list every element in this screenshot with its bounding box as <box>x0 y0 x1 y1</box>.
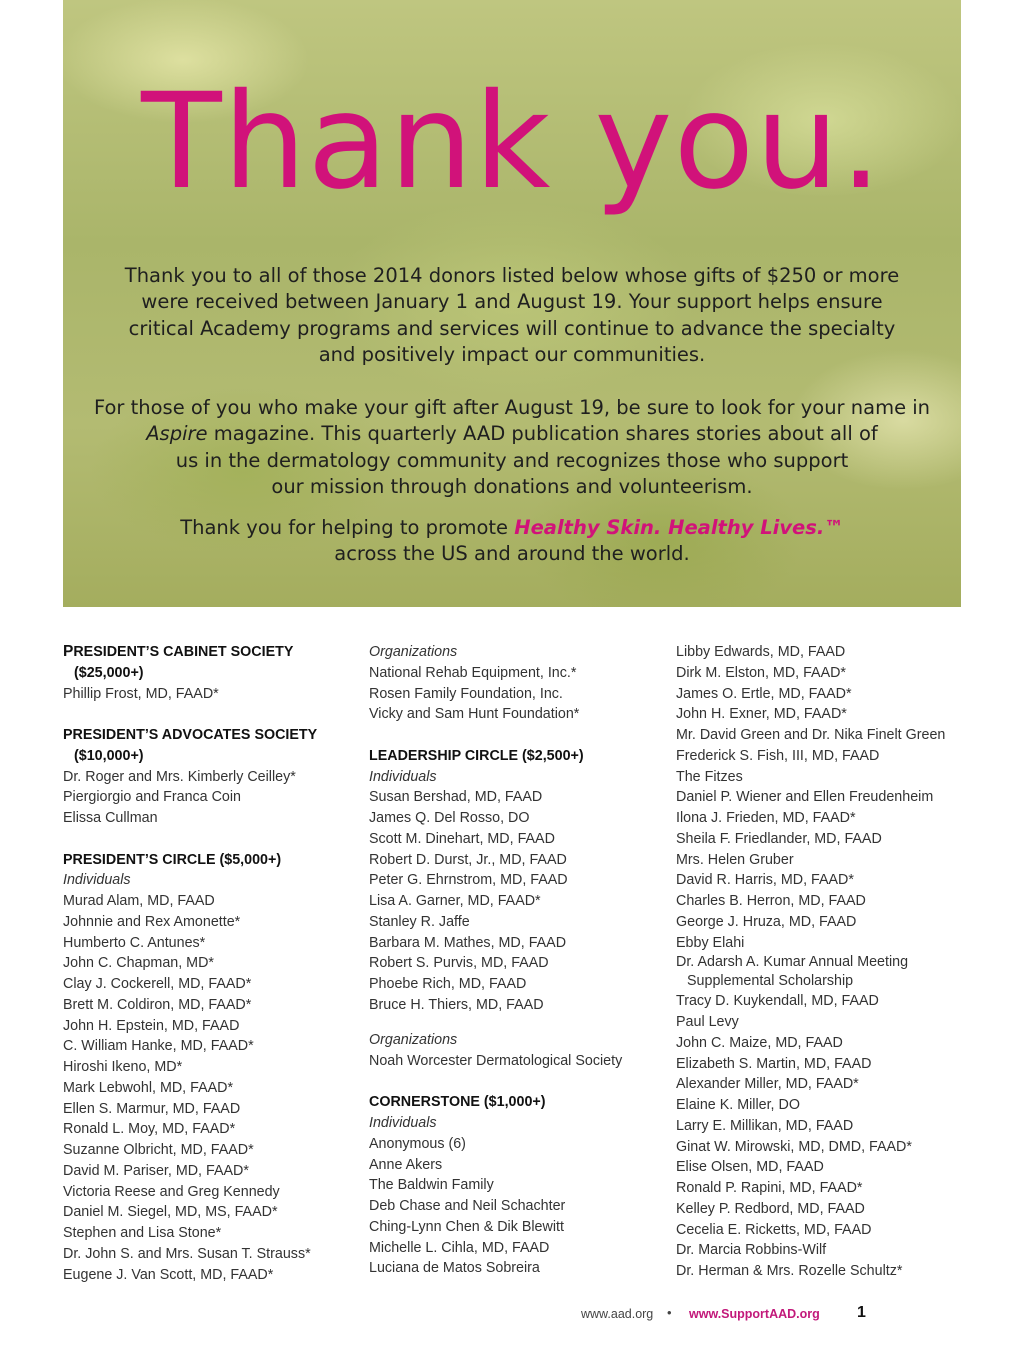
donor-name: Ronald P. Rapini, MD, FAAD* <box>676 1180 863 1196</box>
subheading-individuals: Individuals <box>63 872 131 889</box>
donor-name: David R. Harris, MD, FAAD* <box>676 872 854 889</box>
intro-paragraph <box>63 263 961 368</box>
donor-column-3 <box>676 642 976 1282</box>
donor-name: Phoebe Rich, MD, FAAD <box>369 976 527 992</box>
donor-name: Piergiorgio and Franca Coin <box>63 789 242 806</box>
aspire-paragraph <box>63 395 961 500</box>
subheading-individuals: Individuals <box>369 1115 437 1131</box>
donor-name: Paul Levy <box>676 1014 739 1030</box>
section-heading-presidents-circle: PRESIDENT’S CIRCLE ($5,000+) <box>63 851 282 868</box>
donor-name: Elise Olsen, MD, FAAD <box>676 1159 824 1176</box>
donor-name: Kelley P. Redbord, MD, FAAD <box>676 1200 865 1217</box>
healthy-skin-tagline: Healthy Skin. Healthy Lives.™ <box>514 516 844 539</box>
donor-name: Murad Alam, MD, FAAD <box>63 893 215 909</box>
donor-name: Stanley R. Jaffe <box>369 913 470 930</box>
donor-name: Robert S. Purvis, MD, FAAD <box>369 955 549 972</box>
aad-website-link[interactable]: www.aad.org <box>581 1307 654 1321</box>
donor-name: Lisa A. Garner, MD, FAAD* <box>369 893 541 909</box>
donor-name: Alexander Miller, MD, FAAD* <box>676 1076 859 1093</box>
donor-name: Libby Edwards, MD, FAAD <box>676 644 846 660</box>
donor-name: Elaine K. Miller, DO <box>676 1097 800 1113</box>
donor-name: Dr. Marcia Robbins-Wilf <box>676 1242 827 1259</box>
subheading-organizations: Organizations <box>369 644 458 660</box>
donor-name: Daniel M. Siegel, MD, MS, FAAD* <box>63 1204 278 1221</box>
section-heading-leadership-circle: LEADERSHIP CIRCLE ($2,500+) <box>369 747 584 764</box>
donor-name: Dirk M. Elston, MD, FAAD* <box>676 664 846 681</box>
donor-column-1 <box>63 642 363 1285</box>
donor-name: National Rehab Equipment, Inc.* <box>369 664 577 681</box>
donor-name: Mrs. Helen Gruber <box>676 851 794 868</box>
donor-name: Larry E. Millikan, MD, FAAD <box>676 1117 854 1134</box>
aspire-line <box>63 421 961 447</box>
donor-name: Vicky and Sam Hunt Foundation* <box>369 706 580 723</box>
donor-name: George J. Hruza, MD, FAAD <box>676 913 857 930</box>
donor-name: Ronald L. Moy, MD, FAAD* <box>63 1121 236 1138</box>
tagline-prefix: Thank you for helping to promote <box>180 516 515 539</box>
page-number: 1 <box>857 1304 866 1321</box>
hero-banner <box>63 0 961 607</box>
aspire-line-rest: magazine. This quarterly AAD publication shares stories about all of <box>207 422 878 446</box>
donor-name: The Fitzes <box>676 768 743 785</box>
intro-line: critical Academy programs and services will continue to advance the specialty <box>128 316 896 340</box>
donor-name: Bruce H. Thiers, MD, FAAD <box>369 996 544 1013</box>
page-footer <box>0 1304 1024 1326</box>
donor-name: Tracy D. Kuykendall, MD, FAAD <box>676 993 879 1010</box>
donor-name: Dr. Roger and Mrs. Kimberly Ceilley* <box>63 768 296 785</box>
donor-name: Ellen S. Marmur, MD, FAAD <box>63 1100 241 1117</box>
donor-name: Elizabeth S. Martin, MD, FAAD <box>676 1055 872 1072</box>
donor-name: The Baldwin Family <box>369 1177 494 1194</box>
donor-name: Brett M. Coldiron, MD, FAAD* <box>63 996 252 1013</box>
donor-name: Scott M. Dinehart, MD, FAAD <box>369 830 555 847</box>
donor-name: Suzanne Olbricht, MD, FAAD* <box>63 1142 254 1158</box>
donor-name: Robert D. Durst, Jr., MD, FAAD <box>369 851 567 868</box>
section-amount: ($10,000+) <box>74 747 144 764</box>
donor-name: Hiroshi Ikeno, MD* <box>63 1059 183 1075</box>
donor-name: Charles B. Herron, MD, FAAD <box>676 893 866 909</box>
heading-initial: P <box>63 643 74 660</box>
donor-name: Peter G. Ehrnstrom, MD, FAAD <box>369 872 568 889</box>
donor-name: Cecelia E. Ricketts, MD, FAAD <box>676 1221 872 1238</box>
donor-name: John C. Chapman, MD* <box>63 955 214 972</box>
tagline-line: across the US and around the world. <box>334 542 690 566</box>
donor-name: Michelle L. Cihla, MD, FAAD <box>369 1239 550 1256</box>
donor-name: Johnnie and Rex Amonette* <box>63 913 241 930</box>
donor-name: James Q. Del Rosso, DO <box>369 810 530 826</box>
donor-name: Dr. John S. and Mrs. Susan T. Strauss* <box>63 1245 311 1262</box>
intro-line: Thank you to all of those 2014 donors listed below whose gifts of $250 or more <box>124 264 900 287</box>
donor-name: Luciana de Matos Sobreira <box>369 1260 540 1277</box>
donor-name: Noah Worcester Dermatological Society <box>369 1052 623 1069</box>
donor-name: Anne Akers <box>369 1156 443 1173</box>
donor-name: Mark Lebwohl, MD, FAAD* <box>63 1079 234 1096</box>
donor-name: Ching-Lynn Chen & Dik Blewitt <box>369 1218 564 1235</box>
donor-name: Susan Bershad, MD, FAAD <box>369 789 543 806</box>
donor-name: Ilona J. Frieden, MD, FAAD* <box>676 810 856 826</box>
support-aad-link[interactable]: www.SupportAAD.org <box>689 1307 820 1321</box>
donor-name: Ginat W. Mirowski, MD, DMD, FAAD* <box>676 1138 912 1155</box>
donor-name: Rosen Family Foundation, Inc. <box>369 685 563 702</box>
donor-name: Dr. Herman & Mrs. Rozelle Schultz* <box>676 1263 903 1279</box>
footer-bullet: • <box>667 1305 672 1320</box>
tagline-line <box>63 515 961 541</box>
donor-name-continued: Supplemental Scholarship <box>687 973 854 990</box>
donor-name: Dr. Adarsh A. Kumar Annual Meeting <box>676 954 909 971</box>
donor-name: Ebby Elahi <box>676 934 745 951</box>
aspire-line: For those of you who make your gift after August 19, be sure to look for your name in <box>93 396 931 419</box>
heading-rest: RESIDENT’S CABINET SOCIETY <box>73 644 294 660</box>
donor-name: Mr. David Green and Dr. Nika Finelt Green <box>676 727 946 743</box>
donor-name: Victoria Reese and Greg Kennedy <box>63 1183 280 1200</box>
intro-line: and positively impact our communities. <box>318 342 706 366</box>
section-amount: ($25,000+) <box>74 664 144 681</box>
donor-name: Eugene J. Van Scott, MD, FAAD* <box>63 1266 274 1283</box>
donor-name: Daniel P. Wiener and Ellen Freudenheim <box>676 789 934 806</box>
donor-name: David M. Pariser, MD, FAAD* <box>63 1162 249 1179</box>
section-heading-presidents-advocates: PRESIDENT’S ADVOCATES SOCIETY <box>63 727 318 743</box>
donor-name: John H. Epstein, MD, FAAD <box>63 1017 240 1034</box>
donor-name: Frederick S. Fish, III, MD, FAAD <box>676 747 880 764</box>
intro-line: were received between January 1 and August 19. Your support helps ensure <box>141 290 883 314</box>
section-heading-presidents-cabinet <box>63 642 363 663</box>
donor-name: C. William Hanke, MD, FAAD* <box>63 1038 254 1055</box>
section-heading-cornerstone: CORNERSTONE ($1,000+) <box>369 1094 546 1111</box>
donor-name: Stephen and Lisa Stone* <box>63 1225 222 1241</box>
donor-name: Barbara M. Mathes, MD, FAAD <box>369 934 567 951</box>
donor-name: Deb Chase and Neil Schachter <box>369 1198 566 1214</box>
page-title: Thank you. <box>141 65 883 219</box>
donor-name: John C. Maize, MD, FAAD <box>676 1034 843 1051</box>
aspire-magazine-name: Aspire <box>146 422 208 446</box>
aspire-line: our mission through donations and volunteerism. <box>271 474 753 498</box>
donor-name: Elissa Cullman <box>63 810 158 826</box>
donor-name: Sheila F. Friedlander, MD, FAAD <box>676 830 882 847</box>
donor-name: Humberto C. Antunes* <box>63 934 206 951</box>
subheading-individuals: Individuals <box>369 768 437 785</box>
tagline-paragraph <box>63 515 961 568</box>
donor-column-2 <box>369 642 669 1279</box>
donor-name: John H. Exner, MD, FAAD* <box>676 706 847 723</box>
donor-name: Anonymous (6) <box>369 1135 466 1152</box>
donor-name: James O. Ertle, MD, FAAD* <box>676 685 852 702</box>
aspire-line: us in the dermatology community and recognizes those who support <box>175 448 849 472</box>
donor-name: Phillip Frost, MD, FAAD* <box>63 685 219 702</box>
donor-name: Clay J. Cockerell, MD, FAAD* <box>63 976 252 992</box>
subheading-organizations: Organizations <box>369 1032 458 1048</box>
